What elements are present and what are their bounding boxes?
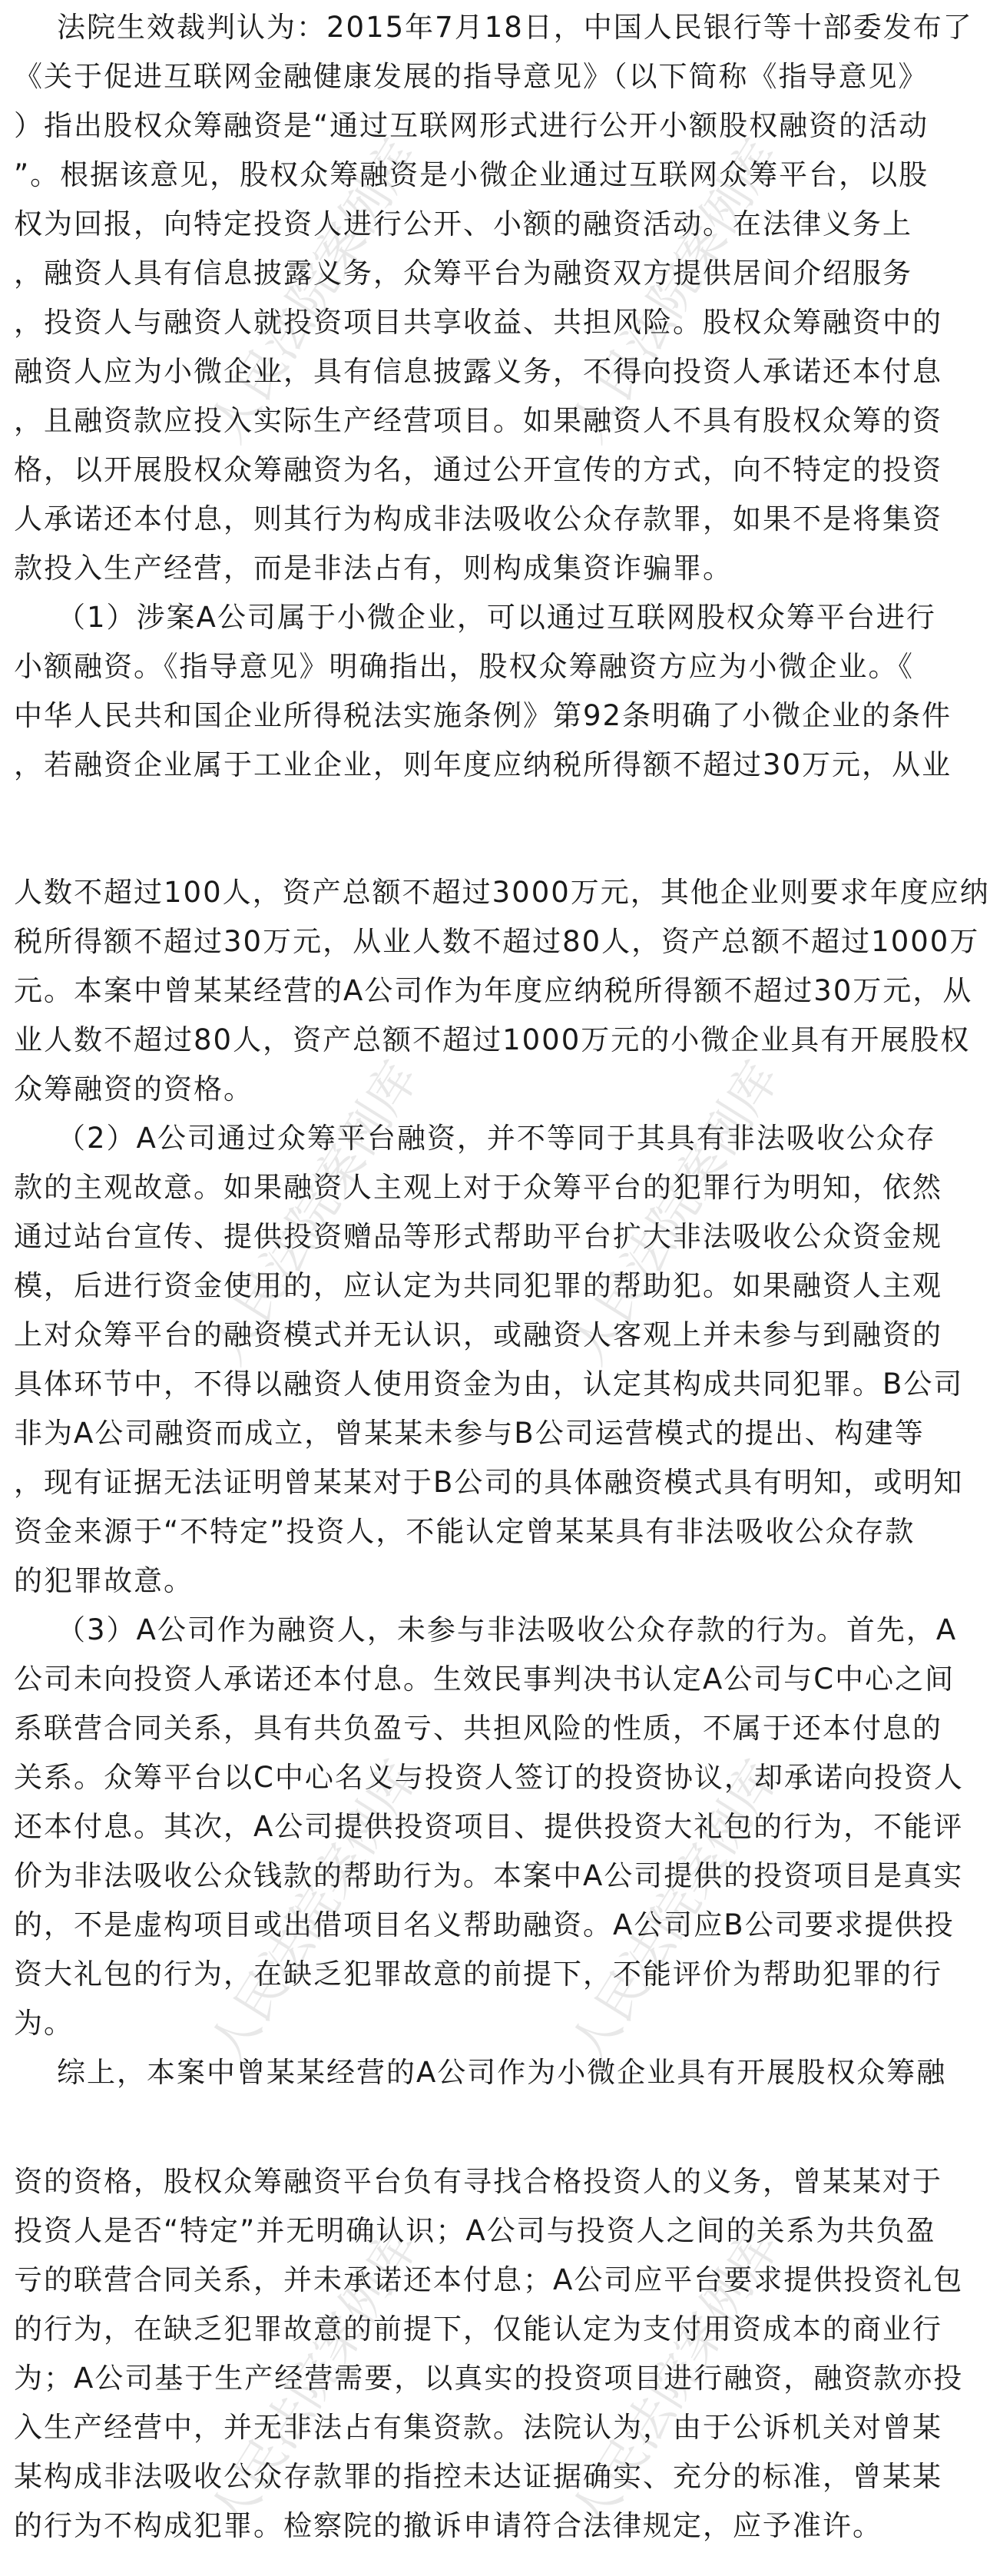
paragraph-block-1 [14, 3, 973, 790]
text-line: 某构成非法吸收公众存款罪的指控未达证据确实、充分的标准，曾某某 [14, 2460, 942, 2493]
text-line: 权为回报，向特定投资人进行公开、小额的融资活动。在法律义务上 [14, 207, 912, 240]
text-line: 资的资格，股权众筹融资平台负有寻找合格投资人的义务，曾某某对于 [14, 2165, 942, 2198]
text-line: 关系。众筹平台以C中心名义与投资人签订的投资协议，却承诺向投资人 [14, 1761, 964, 1794]
text-line: 亏的联营合同关系，并未承诺还本付息；A公司应平台要求提供投资礼包 [14, 2263, 964, 2296]
text-line: 非为A公司融资而成立，曾某某未参与B公司运营模式的提出、构建等 [14, 1417, 925, 1450]
watermark: 人民法院案例库 [199, 130, 430, 453]
text-line: 公司未向投资人承诺还本付息。生效民事判决书认定A公司与C中心之间 [14, 1663, 955, 1696]
text-line: 系联营合同关系，具有共负盈亏、共担风险的性质，不属于还本付息的 [14, 1712, 942, 1745]
text-line: ）指出股权众筹融资是“通过互联网形式进行公开小额股权融资的活动 [14, 109, 929, 142]
text-line: 具体环节中，不得以融资人使用资金为由，认定其构成共同犯罪。B公司 [14, 1368, 964, 1401]
text-line: 款的主观故意。如果融资人主观上对于众筹平台的犯罪行为明知，依然 [14, 1171, 942, 1204]
watermark: 人民法院案例库 [560, 1751, 791, 2074]
text-line: 为；A公司基于生产经营需要，以真实的投资项目进行融资，融资款亦投 [14, 2362, 964, 2395]
text-line: （3）A公司作为融资人，未参与非法吸收公众存款的行为。首先，A [57, 1613, 958, 1646]
text-line: ，投资人与融资人就投资项目共享收益、共担风险。股权众筹融资中的 [14, 306, 942, 339]
watermark: 人民法院案例库 [199, 1052, 430, 1374]
text-line: 还本付息。其次，A公司提供投资项目、提供投资大礼包的行为，不能评 [14, 1810, 964, 1843]
text-line: 价为非法吸收公众钱款的帮助行为。本案中A公司提供的投资项目是真实 [14, 1859, 964, 1892]
text-line: ，现有证据无法证明曾某某对于B公司的具体融资模式具有明知，或明知 [14, 1466, 964, 1499]
text-line: 的犯罪故意。 [14, 1564, 194, 1597]
text-line: 模，后进行资金使用的，应认定为共同犯罪的帮助犯。如果融资人主观 [14, 1269, 942, 1302]
text-line: 格，以开展股权众筹融资为名，通过公开宣传的方式，向不特定的投资 [14, 453, 942, 486]
text-line: 为。 [14, 2007, 74, 2040]
paragraph-block-2 [14, 868, 990, 2097]
text-line: 入生产经营中，并无非法占有集资款。法院认为，由于公诉机关对曾某 [14, 2411, 942, 2444]
text-line: 款投入生产经营，而是非法占有，则构成集资诈骗罪。 [14, 552, 733, 585]
text-line: 业人数不超过80人，资产总额不超过1000万元的小微企业具有开展股权 [14, 1023, 971, 1056]
text-line: ，且融资款应投入实际生产经营项目。如果融资人不具有股权众筹的资 [14, 404, 942, 437]
text-line: 法院生效裁判认为：2015年7月18日，中国人民银行等十部委发布了 [57, 11, 973, 44]
text-line: ，融资人具有信息披露义务，众筹平台为融资双方提供居间介绍服务 [14, 257, 912, 290]
watermark: 人民法院案例库 [560, 130, 791, 453]
text-line: 上对众筹平台的融资模式并无认识，或融资人客观上并未参与到融资的 [14, 1318, 942, 1351]
text-line: 资大礼包的行为，在缺乏犯罪故意的前提下，不能评价为帮助犯罪的行 [14, 1958, 942, 1991]
text-line: 税所得额不超过30万元，从业人数不超过80人，资产总额不超过1000万 [14, 925, 980, 958]
text-line: 人数不超过100人，资产总额不超过3000万元，其他企业则要求年度应纳 [14, 876, 990, 909]
text-line: 中华人民共和国企业所得税法实施条例》第92条明确了小微企业的条件 [14, 699, 952, 732]
watermark: 人民法院案例库 [199, 1751, 430, 2074]
text-line: 人承诺还本付息，则其行为构成非法吸收公众存款罪，如果不是将集资 [14, 502, 942, 535]
text-line: 众筹融资的资格。 [14, 1073, 253, 1106]
text-line: 融资人应为小微企业，具有信息披露义务，不得向投资人承诺还本付息 [14, 355, 942, 388]
text-line: 小额融资。《指导意见》明确指出，股权众筹融资方应为小微企业。《 [14, 650, 914, 683]
text-line: ，若融资企业属于工业企业，则年度应纳税所得额不超过30万元，从业 [14, 748, 952, 781]
text-line: 的行为不构成犯罪。检察院的撤诉申请符合法律规定，应予准许。 [14, 2509, 882, 2542]
text-line: 综上，本案中曾某某经营的A公司作为小微企业具有开展股权众筹融 [57, 2056, 947, 2089]
text-line: 资金来源于“不特定”投资人，不能认定曾某某具有非法吸收公众存款 [14, 1515, 916, 1548]
text-line: 投资人是否“特定”并无明确认识；A公司与投资人之间的关系为共负盈 [14, 2214, 936, 2247]
watermark: 人民法院案例库 [560, 2220, 791, 2542]
paragraph-block-3 [14, 2157, 964, 2551]
text-line: 通过站台宣传、提供投资赠品等形式帮助平台扩大非法吸收公众资金规 [14, 1220, 942, 1253]
text-line: 的行为，在缺乏犯罪故意的前提下，仅能认定为支付用资成本的商业行 [14, 2312, 942, 2346]
watermark: 人民法院案例库 [560, 1052, 791, 1374]
text-line: 《关于促进互联网金融健康发展的指导意见》（以下简称《指导意见》 [14, 60, 929, 93]
text-line: ”。根据该意见，股权众筹融资是小微企业通过互联网众筹平台，以股 [14, 158, 929, 191]
text-line: （1）涉案A公司属于小微企业，可以通过互联网股权众筹平台进行 [57, 601, 936, 634]
text-line: 的，不是虚构项目或出借项目名义帮助融资。A公司应B公司要求提供投 [14, 1908, 955, 1941]
watermark: 人民法院案例库 [199, 2220, 430, 2542]
text-line: （2）A公司通过众筹平台融资，并不等同于其具有非法吸收公众存 [57, 1122, 936, 1155]
text-line: 元。本案中曾某某经营的A公司作为年度应纳税所得额不超过30万元，从 [14, 974, 973, 1007]
